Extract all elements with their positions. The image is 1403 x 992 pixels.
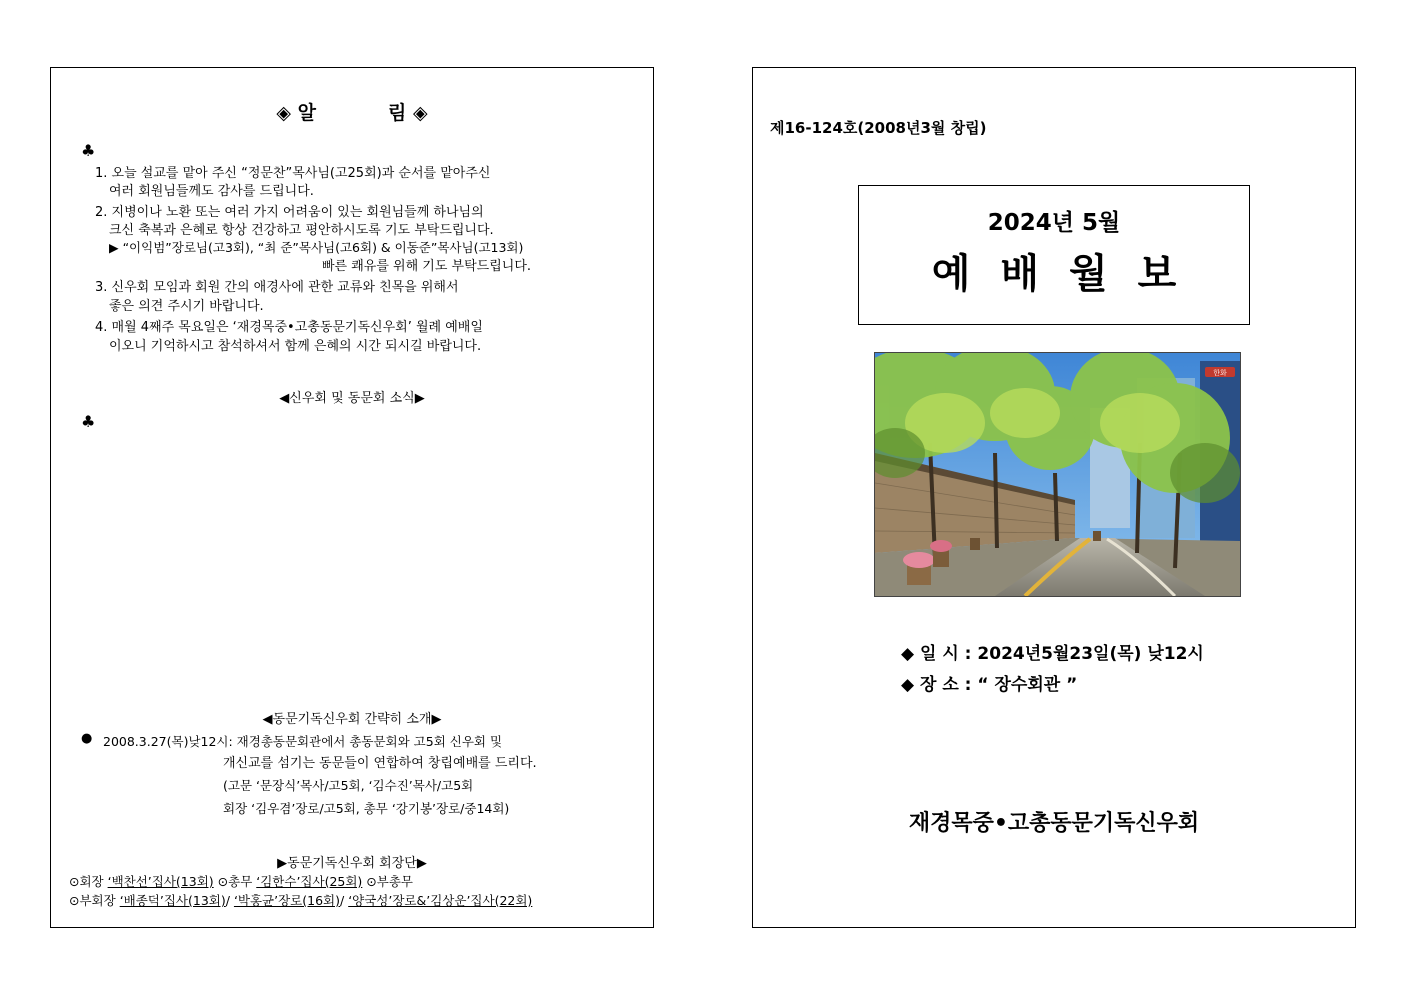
diamond-icon: ◆	[901, 644, 915, 664]
schedule-date: ◆ 일 시 : 2024년5월23일(목) 낮12시	[901, 644, 1204, 664]
officers-row-2: ⊙부회장 ‘배종덕’집사(13회)/ ‘박홍균’장로(16회)/ ‘양국성’장로&’김상운’집사(22회)	[69, 893, 533, 908]
organization-name: 재경목중•고총동문기독신우회	[908, 811, 1200, 836]
right-page	[752, 67, 1356, 928]
officer-secretary: ‘김한수’집사(25회)	[256, 874, 363, 889]
street-photo	[874, 352, 1241, 597]
notice-2-line-1: 2. 지병이나 노환 또는 여러 가지 어려움이 있는 회원님들께 하나님의	[95, 205, 484, 220]
club-icon: ♣	[81, 141, 96, 160]
issue-number: 제16-124호(2008년3월 창립)	[770, 119, 987, 137]
officer-vice-president-2: ‘박홍균’장로(16회)	[233, 893, 340, 908]
title-box	[858, 185, 1250, 325]
notice-3-line-2: 좋은 의견 주시기 바랍니다.	[109, 299, 264, 314]
news-heading: ◀신우회 및 동문회 소식▶	[279, 391, 425, 406]
intro-line-3: (고문 ‘문장식’목사/고5회, ‘김수진’목사/고5회	[223, 778, 474, 793]
notice-2-line-2: 크신 축복과 은혜로 항상 건강하고 평안하시도록 기도 부탁드립니다.	[109, 223, 494, 238]
diamond-icon: ◈	[412, 102, 428, 124]
notice-4-line-1: 4. 매월 4째주 목요일은 ‘재경목중•고총동문기독신우회’ 월례 예배일	[95, 320, 483, 335]
officers-heading: ▶동문기독신우회 회장단▶	[277, 856, 427, 871]
title-main: 예배월보	[931, 250, 1207, 297]
left-page	[50, 67, 654, 928]
notice-1-line-2: 여러 회원님들께도 감사를 드립니다.	[109, 184, 314, 199]
title-year: 2024년 5월	[987, 210, 1121, 236]
club-icon: ♣	[81, 412, 96, 431]
officer-vice-president-1: ‘배종덕’집사(13회)	[119, 893, 226, 908]
notice-heading: ◈ 알 림 ◈	[276, 102, 428, 124]
intro-heading: ◀동문기독신우회 간략히 소개▶	[262, 712, 442, 727]
notice-2-line-4: 빠른 쾌유를 위해 기도 부탁드립니다.	[322, 259, 532, 274]
officer-vice-president-3: ‘양국성’장로&’김상운’집사(22회)	[348, 893, 533, 908]
intro-line-1: 2008.3.27(목)낮12시: 재경총동문회관에서 총동문회와 고5회 신우회 및	[103, 734, 503, 749]
street-photo-svg	[875, 353, 1240, 596]
notice-2-line-3: ▶ “이익범”장로님(고3회), “최 준”목사님(고6회) & 이동준”목사님(고13회)	[109, 240, 524, 255]
notice-4-line-2: 이오니 기억하시고 참석하셔서 함께 은혜의 시간 되시길 바랍니다.	[109, 339, 482, 354]
officers-row-1: ⊙회장 ‘백찬선’집사(13회) ⊙총무 ‘김한수’집사(25회) ⊙부총무	[69, 874, 413, 889]
schedule-place: ◆ 장 소 : “ 장수회관 ”	[901, 675, 1078, 695]
svg-text:한화: 한화	[1213, 369, 1227, 377]
notice-1-line-1: 1. 오늘 설교를 맡아 주신 “정문찬”목사님(고25회)과 순서를 맡아주신	[95, 166, 491, 181]
intro-line-2: 개신교를 섬기는 동문들이 연합하여 창립예배를 드리다.	[223, 756, 537, 771]
officer-president: ‘백찬선’집사(13회)	[107, 874, 214, 889]
intro-line-4: 회장 ‘김우겸’장로/고5회, 총무 ‘강기봉’장로/중14회)	[223, 801, 510, 816]
bullet-icon: ●	[81, 731, 93, 746]
notice-3-line-1: 3. 신우회 모임과 회원 간의 애경사에 관한 교류와 친목을 위해서	[95, 280, 459, 295]
diamond-icon: ◆	[901, 675, 915, 695]
diamond-icon: ◈	[276, 102, 292, 124]
